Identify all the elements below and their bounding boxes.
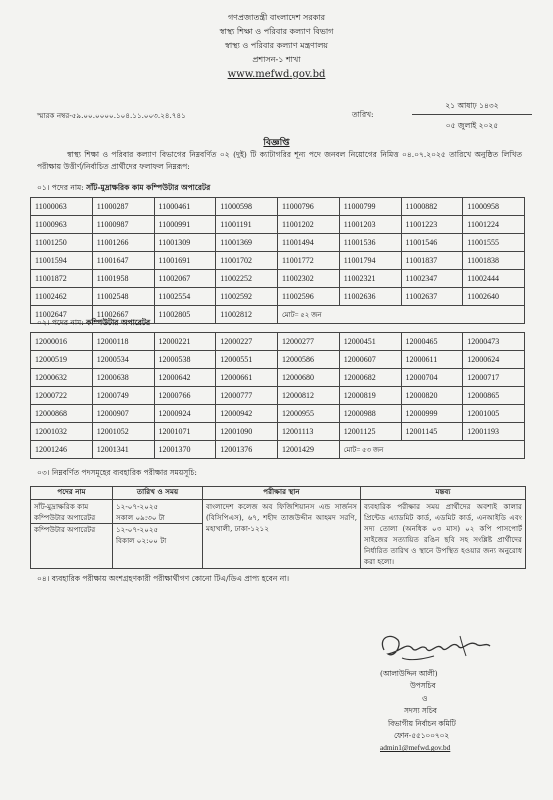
roll-number-cell: 11002347: [401, 270, 463, 288]
schedule-venue: বাংলাদেশ কলেজ অব ফিজিশিয়ানস এন্ড সার্জনস (বিসিপিএস), ৬৭, শহীদ তাজউদ্দীন আহমদ সরণি, মহাখালী, ঢাকা-১২১২: [203, 500, 361, 569]
roll-number-cell: 12000118: [92, 333, 154, 351]
roll-row: [31, 270, 525, 288]
roll-number-cell: 11001203: [339, 216, 401, 234]
total-count-cell: মোট= ৫২ জন: [278, 306, 525, 324]
roll-number-cell: 11001837: [401, 252, 463, 270]
signature-image: [372, 628, 497, 670]
total-count-cell: মোট= ৫৩ জন: [339, 441, 524, 459]
roll-table-2: [30, 332, 525, 459]
roll-number-cell: 11001266: [92, 234, 154, 252]
section-1-post: সাঁট-মুদ্রাক্ষরিক কাম কম্পিউটার অপারেটর: [86, 183, 211, 192]
roll-number-cell: 12001125: [339, 423, 401, 441]
roll-number-cell: 11002636: [339, 288, 401, 306]
schedule-post-2: কম্পিউটার অপারেটর: [34, 525, 96, 534]
roll-number-cell: 12000473: [463, 333, 525, 351]
roll-row: [31, 351, 525, 369]
schedule-table: [30, 486, 526, 569]
signer-designation: উপসচিব: [410, 681, 436, 691]
signer-and: ও: [422, 693, 428, 703]
roll-number-cell: 11002667: [92, 306, 154, 324]
roll-number-cell: 11001202: [278, 216, 340, 234]
roll-number-cell: 11000796: [278, 198, 340, 216]
roll-number-cell: 11002805: [154, 306, 216, 324]
date-bangla: ২১ আষাঢ় ১৪৩২: [412, 101, 532, 115]
roll-number-cell: 11001691: [154, 252, 216, 270]
roll-row: [31, 405, 525, 423]
roll-number-cell: 11001250: [31, 234, 93, 252]
roll-number-cell: 12000221: [154, 333, 216, 351]
roll-row: [31, 423, 525, 441]
roll-number-cell: 12000632: [31, 369, 93, 387]
header-line-3: স্বাস্থ্য ও পরিবার কল্যাণ মন্ত্রণালয়: [224, 41, 329, 50]
roll-number-cell: 12000907: [92, 405, 154, 423]
roll-number-cell: 12001090: [216, 423, 278, 441]
roll-number-cell: 12000704: [401, 369, 463, 387]
roll-number-cell: 11001555: [463, 234, 525, 252]
roll-number-cell: 12000999: [401, 405, 463, 423]
roll-number-cell: 11000882: [401, 198, 463, 216]
header-line-4: প্রশাসন-১ শাখা: [252, 55, 301, 64]
roll-number-cell: 11002637: [401, 288, 463, 306]
schedule-post-cell: [31, 500, 113, 569]
roll-number-cell: 11002592: [216, 288, 278, 306]
roll-number-cell: 12000586: [278, 351, 340, 369]
roll-number-cell: 12001005: [463, 405, 525, 423]
roll-number-cell: 11002640: [463, 288, 525, 306]
roll-number-cell: 11001872: [31, 270, 93, 288]
signer-committee: বিভাগীয় নির্বাচন কমিটি: [388, 718, 456, 728]
schedule-time-1: সকাল ০৯:৩০ টা: [116, 513, 165, 522]
roll-number-cell: 12001032: [31, 423, 93, 441]
roll-number-cell: 11001494: [278, 234, 340, 252]
schedule-date-1: ১২-০৭-২০২৫: [116, 502, 159, 511]
roll-number-cell: 11002554: [154, 288, 216, 306]
roll-number-cell: 11002252: [216, 270, 278, 288]
header-line-1: গণপ্রজাতন্ত্রী বাংলাদেশ সরকার: [227, 13, 326, 22]
roll-number-cell: 11001546: [401, 234, 463, 252]
roll-number-cell: 11001594: [31, 252, 93, 270]
roll-number-cell: 11002067: [154, 270, 216, 288]
roll-number-cell: 12001376: [216, 441, 278, 459]
note-4: ০৪। ব্যবহারিক পরীক্ষায় অংশগ্রহণকারী পরীক্ষার্থীগণ কোনো টিএ/ডিএ প্রাপ্য হবেন না।: [37, 574, 290, 583]
roll-number-cell: 11000287: [92, 198, 154, 216]
date-label: তারিখ:: [352, 110, 374, 119]
roll-number-cell: 11001772: [278, 252, 340, 270]
roll-number-cell: 12000766: [154, 387, 216, 405]
roll-number-cell: 11000598: [216, 198, 278, 216]
roll-number-cell: 12000016: [31, 333, 93, 351]
roll-row: [31, 369, 525, 387]
schedule-date-2: ১২-০৭-২০২৫: [116, 525, 159, 534]
roll-number-cell: 11001702: [216, 252, 278, 270]
roll-number-cell: 12000451: [339, 333, 401, 351]
intro-paragraph: স্বাস্থ্য শিক্ষা ও পরিবার কল্যাণ বিভাগের নিম্নবর্ণিত ০২ (দুই) টি ক্যাটাগরির শূন্য পদে জনবল নিয়োগের নিমিত্ত ০৪.০৭.২০২৫ তারিখে অনুষ্ঠিত লিখিত পরীক্ষায় উত্তীর্ণ/নির্বাচিত প্রার্থীদের ফলাফল নিম্নরূপ:: [37, 150, 522, 171]
roll-number-cell: 12000661: [216, 369, 278, 387]
roll-number-cell: 12000722: [31, 387, 93, 405]
roll-number-cell: 11002302: [278, 270, 340, 288]
schedule-header-datetime: তারিখ ও সময়: [113, 487, 203, 500]
roll-number-cell: 12001193: [463, 423, 525, 441]
roll-number-cell: 12000638: [92, 369, 154, 387]
roll-number-cell: 12001113: [278, 423, 340, 441]
roll-row: [31, 252, 525, 270]
schedule-header-venue: পরীক্ষার স্থান: [203, 487, 361, 500]
roll-row: [31, 216, 525, 234]
roll-number-cell: 11001191: [216, 216, 278, 234]
section-2-heading: [37, 318, 150, 330]
roll-number-cell: 12000868: [31, 405, 93, 423]
roll-number-cell: 11002548: [92, 288, 154, 306]
roll-number-cell: 12000624: [463, 351, 525, 369]
roll-number-cell: 11002462: [31, 288, 93, 306]
roll-number-cell: 12000680: [278, 369, 340, 387]
section-1-heading: [37, 183, 210, 195]
signer-name: (আলাউদ্দিন আলী): [380, 669, 438, 678]
roll-number-cell: 12000538: [154, 351, 216, 369]
roll-number-cell: 11000958: [463, 198, 525, 216]
schedule-intro: ০৩। নিম্নবর্ণিত পদসমূহের ব্যবহারিক পরীক্ষার সময়সূচি:: [37, 468, 197, 477]
signature-block: [380, 668, 530, 755]
roll-number-cell: 11000461: [154, 198, 216, 216]
roll-number-cell: 12000865: [463, 387, 525, 405]
roll-number-cell: 12000717: [463, 369, 525, 387]
roll-number-cell: 11001647: [92, 252, 154, 270]
roll-number-cell: 11002444: [463, 270, 525, 288]
roll-number-cell: 12000551: [216, 351, 278, 369]
signer-role: সদস্য সচিব: [404, 706, 437, 716]
roll-number-cell: 12000534: [92, 351, 154, 369]
schedule-time-2: বিকাল ০২:০০ টা: [116, 536, 167, 545]
roll-number-cell: 11001838: [463, 252, 525, 270]
schedule-remarks: ব্যবহারিক পরীক্ষার সময় প্রার্থীদের অবশ্যই কালার প্রিন্টেড এ্যাডমিট কার্ড, এডমিট কার্ড, এনআইডি এবং সদ্য তোলা (অনধিক ০৩ মাস) ০২ কপি পাসপোর্ট সাইজের সত্যায়িত রঙিন ছবি সহ সংশ্লিষ্ট প্রার্থীদের নির্ধারিত তারিখ ও স্থানে উপস্থিত হওয়ার জন্য অনুরোধ করা হলো।: [361, 500, 526, 569]
roll-number-cell: 12001071: [154, 423, 216, 441]
roll-number-cell: 12000465: [401, 333, 463, 351]
roll-number-cell: 12000812: [278, 387, 340, 405]
roll-number-cell: 11000063: [31, 198, 93, 216]
roll-number-cell: 11002321: [339, 270, 401, 288]
section-2-prefix: ০২। পদের নাম:: [37, 318, 84, 327]
roll-row: [31, 234, 525, 252]
roll-number-cell: 12000227: [216, 333, 278, 351]
roll-row: [31, 387, 525, 405]
roll-number-cell: 11001309: [154, 234, 216, 252]
website-link[interactable]: www.mefwd.gov.bd: [227, 69, 326, 80]
roll-table-1: [30, 197, 525, 324]
roll-number-cell: 12000607: [339, 351, 401, 369]
roll-number-cell: 11000799: [339, 198, 401, 216]
signer-email[interactable]: admin1@mefwd.gov.bd: [380, 743, 451, 753]
memo-number: স্মারক নম্বর-৫৯.০০.০০০০.১০৪.১১.০০৩.২৪.৭৪১: [37, 111, 186, 120]
roll-number-cell: 12000277: [278, 333, 340, 351]
roll-number-cell: 12000819: [339, 387, 401, 405]
roll-row: [31, 441, 525, 459]
roll-number-cell: 12000682: [339, 369, 401, 387]
roll-number-cell: 12001341: [92, 441, 154, 459]
roll-number-cell: 12000519: [31, 351, 93, 369]
roll-row: [31, 333, 525, 351]
schedule-post-1: সাঁট-মুদ্রাক্ষরিক কাম কম্পিউটার অপারেটর: [31, 501, 112, 524]
roll-number-cell: 11001223: [401, 216, 463, 234]
roll-number-cell: 12000820: [401, 387, 463, 405]
roll-number-cell: 12000749: [92, 387, 154, 405]
roll-number-cell: 12001370: [154, 441, 216, 459]
roll-number-cell: 11000987: [92, 216, 154, 234]
roll-row: [31, 288, 525, 306]
roll-number-cell: 11002812: [216, 306, 278, 324]
section-1-prefix: ০১। পদের নাম:: [37, 183, 84, 192]
schedule-header-remarks: মন্তব্য: [361, 487, 526, 500]
roll-number-cell: 11002647: [31, 306, 93, 324]
roll-number-cell: 11001958: [92, 270, 154, 288]
roll-number-cell: 12000942: [216, 405, 278, 423]
roll-number-cell: 12000642: [154, 369, 216, 387]
roll-number-cell: 12000988: [339, 405, 401, 423]
date-gregorian: ০৫ জুলাই ২০২৫: [445, 121, 499, 130]
roll-row: [31, 198, 525, 216]
roll-number-cell: 12000955: [278, 405, 340, 423]
roll-number-cell: 11000991: [154, 216, 216, 234]
section-2-post: কম্পিউটার অপারেটর: [86, 318, 151, 327]
roll-number-cell: 12001145: [401, 423, 463, 441]
header-line-2: স্বাস্থ্য শিক্ষা ও পরিবার কল্যাণ বিভাগ: [219, 27, 334, 36]
notice-title: বিজ্ঞপ্তি: [263, 138, 290, 148]
roll-number-cell: 12000611: [401, 351, 463, 369]
roll-number-cell: 11002596: [278, 288, 340, 306]
schedule-datetime-cell: [113, 500, 203, 569]
schedule-header-post: পদের নাম: [31, 487, 113, 500]
roll-number-cell: 12001246: [31, 441, 93, 459]
roll-number-cell: 12000924: [154, 405, 216, 423]
roll-number-cell: 11001536: [339, 234, 401, 252]
roll-number-cell: 11000963: [31, 216, 93, 234]
roll-number-cell: 11001794: [339, 252, 401, 270]
roll-number-cell: 12001429: [278, 441, 340, 459]
roll-number-cell: 11001224: [463, 216, 525, 234]
roll-number-cell: 12000777: [216, 387, 278, 405]
roll-number-cell: 12001052: [92, 423, 154, 441]
signer-phone: ফোন-৫৫১০০৭০২: [394, 731, 450, 741]
roll-number-cell: 11001369: [216, 234, 278, 252]
